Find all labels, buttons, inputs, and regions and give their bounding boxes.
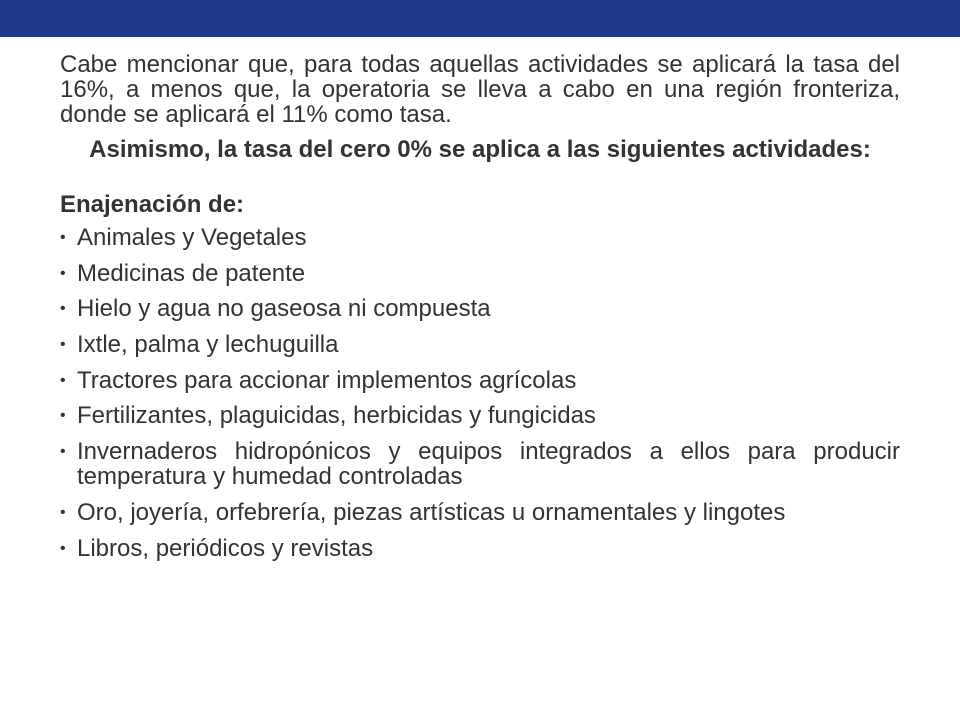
intro-paragraph: Cabe mencionar que, para todas aquellas actividades se aplicará la tasa del 16%, a menos que, la operatoria se lleva a cabo en una región fronteriza, donde se aplicará el 11% como tasa.: [60, 51, 900, 128]
list-item-label: Oro, joyería, orfebrería, piezas artísticas u ornamentales y lingotes: [77, 498, 786, 526]
list-item-label: Medicinas de patente: [77, 259, 306, 287]
bullet-icon: •: [60, 539, 66, 557]
list-item-label: Ixtle, palma y lechuguilla: [77, 331, 339, 359]
list-item-label: Animales y Vegetales: [77, 224, 307, 251]
list-item-label: Tractores para accionar implementos agrícolas: [77, 366, 577, 394]
bullet-icon: •: [60, 229, 66, 246]
zero-rate-paragraph: Asimismo, la tasa del cero 0% se aplica a las siguientes actividades:: [89, 136, 871, 163]
list-item-label: Invernaderos hidropónicos y equipos integrados a ellos para producir temperatura y humedad controladas: [77, 438, 900, 491]
list-item-label: Fertilizantes, plaguicidas, herbicidas y fungicidas: [77, 402, 596, 430]
bullet-icon: •: [60, 300, 66, 318]
list-item: [60, 332, 900, 357]
bullet-icon: •: [60, 371, 66, 389]
list-item-label: Hielo y agua no gaseosa ni compuesta: [77, 295, 491, 323]
list-item: [60, 296, 900, 321]
list-item: [60, 368, 900, 393]
list-item: [60, 439, 900, 489]
list-item-label: Libros, periódicos y revistas: [77, 534, 374, 562]
top-banner: [0, 0, 960, 37]
bullet-icon: •: [60, 336, 66, 354]
slide-content: [60, 52, 900, 571]
list-item: [60, 500, 900, 525]
list-heading: Enajenación de:: [60, 191, 245, 218]
bullet-list: [60, 225, 900, 561]
bullet-icon: •: [60, 443, 66, 461]
list-item: [60, 403, 900, 428]
bullet-icon: •: [60, 264, 66, 282]
bullet-icon: •: [60, 503, 66, 521]
bullet-icon: •: [60, 407, 66, 425]
list-item: [60, 261, 900, 286]
list-item: [60, 225, 900, 250]
list-item: [60, 536, 900, 561]
